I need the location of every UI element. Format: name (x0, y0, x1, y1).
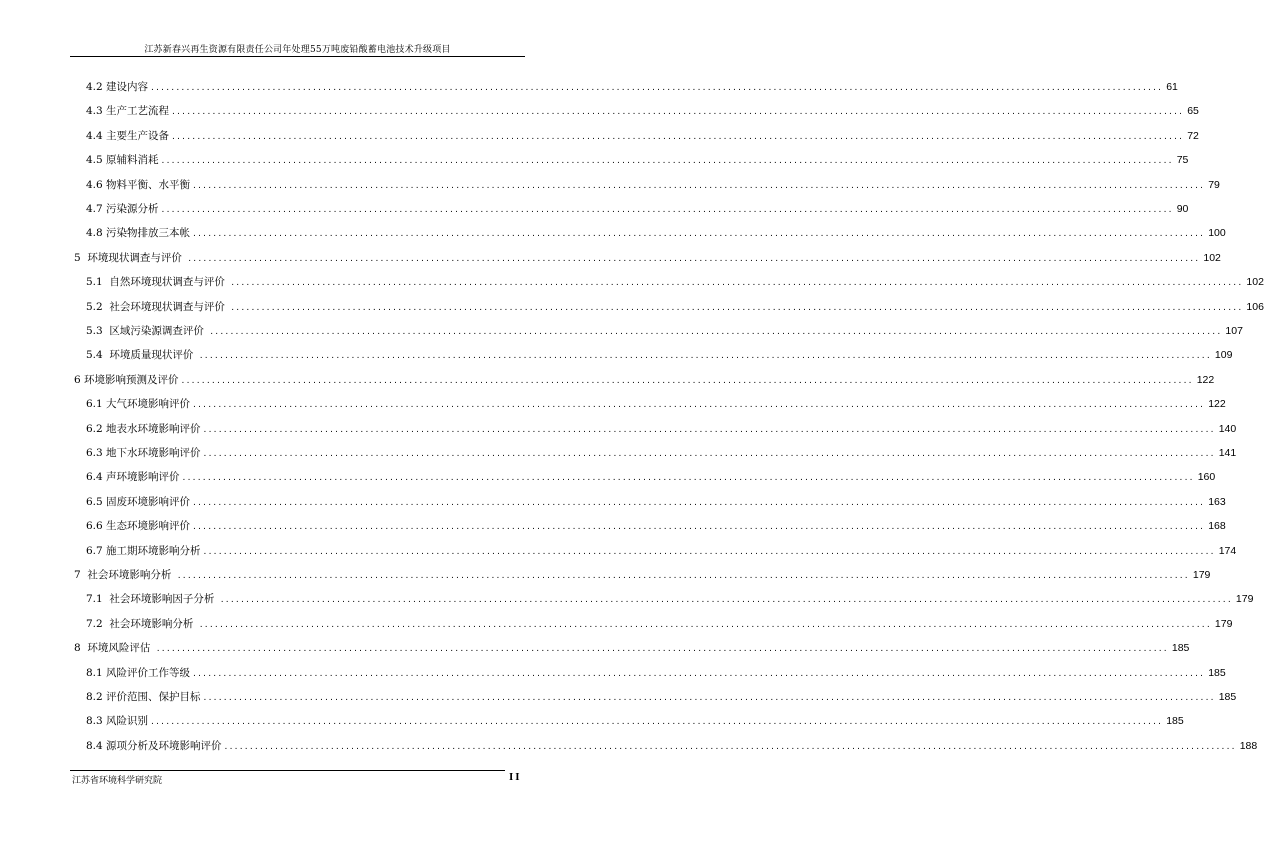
toc-entry-label: 7 社会环境影响分析 (74, 569, 175, 581)
toc-entry-page: 140 (1218, 422, 1237, 435)
toc-section-entry[interactable] (86, 299, 1264, 313)
toc-entry-label: 8.1 风险评价工作等级 (86, 666, 191, 679)
toc-entry-page: 75 (1176, 154, 1189, 167)
toc-chapter-entry[interactable] (74, 640, 1190, 655)
toc-section-entry[interactable] (86, 225, 1226, 240)
toc-section-entry[interactable] (86, 421, 1237, 435)
toc-section-entry[interactable] (86, 689, 1237, 703)
toc-dot-leader: ........................................................................................................................................................................................................ (203, 693, 1216, 703)
toc-dot-leader: ........................................................................................................................................................................................................ (199, 351, 1212, 362)
toc-entry-label: 4.5 原辅料消耗 (86, 154, 159, 167)
toc-entry-page: 100 (1208, 227, 1226, 240)
toc-section-entry[interactable] (86, 665, 1226, 679)
toc-entry-page: 168 (1208, 520, 1226, 533)
toc-entry-page: 106 (1246, 300, 1264, 313)
toc-entry-label: 8 环境风险评估 (74, 642, 154, 655)
toc-dot-leader: ........................................................................................................................................................................................................ (220, 595, 1233, 606)
toc-entry-page: 163 (1208, 495, 1226, 508)
toc-dot-leader: ........................................................................................................................................................................................................ (182, 473, 1195, 484)
toc-entry-label: 7.1 社会环境影响因子分析 (86, 593, 218, 606)
toc-dot-leader: ........................................................................................................................................................................................................ (151, 717, 1164, 728)
toc-dot-leader: ........................................................................................................................................................................................................ (203, 424, 1216, 435)
toc-entry-page: 79 (1208, 178, 1220, 191)
toc-dot-leader: ........................................................................................................................................................................................................ (161, 156, 1174, 167)
toc-section-entry[interactable] (86, 396, 1226, 411)
toc-section-entry[interactable] (86, 201, 1189, 215)
toc-section-entry[interactable] (86, 713, 1184, 728)
toc-dot-leader: ........................................................................................................................................................................................................ (188, 253, 1201, 264)
toc-entry-label: 5.3 区域污染源调查评价 (86, 325, 208, 337)
toc-dot-leader: ........................................................................................................................................................................................................ (193, 180, 1206, 191)
toc-entry-page: 72 (1187, 129, 1199, 142)
toc-section-entry[interactable] (86, 616, 1233, 630)
toc-chapter-entry[interactable] (74, 372, 1215, 386)
toc-dot-leader: ........................................................................................................................................................................................................ (199, 619, 1212, 630)
toc-section-entry[interactable] (86, 152, 1189, 167)
toc-section-entry[interactable] (86, 128, 1199, 142)
toc-entry-page: 188 (1239, 739, 1258, 752)
toc-section-entry[interactable] (86, 494, 1226, 508)
footer-organization: 江苏省环境科学研究院 (72, 776, 163, 786)
toc-entry-label: 6.6 生态环境影响评价 (86, 520, 191, 533)
toc-dot-leader: ........................................................................................................................................................................................................ (181, 375, 1194, 386)
toc-entry-label: 8.4 源项分析及环境影响评价 (86, 739, 222, 752)
toc-chapter-entry[interactable] (74, 567, 1211, 581)
toc-entry-label: 6.4 声环境影响评价 (86, 471, 180, 484)
toc-section-entry[interactable] (86, 518, 1226, 533)
toc-entry-label: 6.5 固废环境影响评价 (86, 495, 191, 508)
toc-entry-label: 8.3 风险识别 (86, 715, 149, 728)
toc-entry-label: 4.3 生产工艺流程 (86, 105, 170, 118)
toc-entry-page: 185 (1208, 666, 1226, 679)
footer-divider (70, 770, 505, 771)
toc-section-entry[interactable] (86, 323, 1243, 337)
toc-section-entry[interactable] (86, 274, 1264, 289)
toc-section-entry[interactable] (86, 177, 1220, 191)
toc-entry-label: 6.2 地表水环境影响评价 (86, 422, 201, 435)
toc-dot-leader: ........................................................................................................................................................................................................ (203, 449, 1216, 459)
toc-entry-page: 122 (1208, 398, 1226, 411)
toc-entry-label: 6.7 施工期环境影响分析 (86, 544, 201, 557)
toc-dot-leader: ........................................................................................................................................................................................................ (210, 327, 1223, 337)
toc-dot-leader: ........................................................................................................................................................................................................ (177, 571, 1190, 581)
toc-entry-page: 61 (1166, 81, 1178, 93)
toc-dot-leader: ........................................................................................................................................................................................................ (193, 400, 1206, 411)
page-header-title: 江苏新春兴再生资源有限责任公司年处理55万吨废铅酸蓄电池技术升级项目 (144, 45, 451, 55)
toc-entry-label: 4.8 污染物排放三本帐 (86, 227, 191, 240)
toc-entry-page: 90 (1176, 203, 1189, 215)
toc-dot-leader: ........................................................................................................................................................................................................ (161, 205, 1174, 215)
toc-entry-page: 160 (1197, 471, 1216, 484)
toc-chapter-entry[interactable] (74, 250, 1221, 264)
toc-entry-page: 141 (1218, 447, 1237, 459)
toc-entry-page: 102 (1246, 276, 1264, 289)
footer-page-number: II (509, 771, 522, 783)
toc-dot-leader: ........................................................................................................................................................................................................ (193, 668, 1206, 679)
toc-entry-label: 6.1 大气环境影响评价 (86, 398, 191, 411)
toc-entry-page: 65 (1187, 105, 1199, 118)
toc-section-entry[interactable] (86, 738, 1258, 752)
toc-section-entry[interactable] (86, 347, 1233, 362)
toc-entry-label: 4.6 物料平衡、水平衡 (86, 178, 191, 191)
toc-entry-page: 109 (1214, 349, 1233, 362)
toc-entry-label: 5.1 自然环境现状调查与评价 (86, 276, 229, 289)
toc-section-entry[interactable] (86, 445, 1237, 459)
toc-dot-leader: ........................................................................................................................................................................................................ (231, 302, 1244, 313)
toc-section-entry[interactable] (86, 591, 1254, 606)
toc-entry-label: 4.7 污染源分析 (86, 203, 159, 215)
toc-entry-page: 174 (1218, 544, 1237, 557)
toc-entry-page: 185 (1171, 642, 1190, 655)
toc-section-entry[interactable] (86, 469, 1216, 484)
toc-entry-label: 5.4 环境质量现状评价 (86, 349, 197, 362)
toc-entry-page: 185 (1166, 715, 1184, 728)
toc-entry-label: 5.2 社会环境现状调查与评价 (86, 300, 229, 313)
toc-entry-label: 6.3 地下水环境影响评价 (86, 447, 201, 459)
toc-entry-page: 122 (1196, 373, 1215, 386)
toc-section-entry[interactable] (86, 79, 1178, 93)
toc-entry-label: 4.2 建设内容 (86, 81, 149, 93)
toc-dot-leader: ........................................................................................................................................................................................................ (231, 278, 1244, 289)
toc-entry-page: 179 (1192, 569, 1211, 581)
toc-entry-label: 6 环境影响预测及评价 (74, 373, 179, 386)
toc-entry-page: 102 (1203, 251, 1221, 264)
toc-entry-page: 179 (1214, 617, 1233, 630)
toc-section-entry[interactable] (86, 543, 1237, 557)
toc-entry-page: 185 (1218, 691, 1237, 703)
toc-dot-leader: ........................................................................................................................................................................................................ (172, 131, 1185, 142)
toc-dot-leader: ........................................................................................................................................................................................................ (151, 83, 1164, 93)
toc-dot-leader: ........................................................................................................................................................................................................ (193, 229, 1206, 240)
toc-entry-page: 107 (1225, 325, 1243, 337)
toc-dot-leader: ........................................................................................................................................................................................................ (156, 644, 1169, 655)
toc-entry-label: 5 环境现状调查与评价 (74, 251, 186, 264)
toc-dot-leader: ........................................................................................................................................................................................................ (224, 741, 1237, 752)
toc-entry-label: 7.2 社会环境影响分析 (86, 617, 197, 630)
toc-dot-leader: ........................................................................................................................................................................................................ (193, 497, 1206, 508)
toc-section-entry[interactable] (86, 103, 1199, 118)
toc-dot-leader: ........................................................................................................................................................................................................ (203, 546, 1216, 557)
toc-dot-leader: ........................................................................................................................................................................................................ (172, 107, 1185, 118)
toc-entry-page: 179 (1235, 593, 1254, 606)
toc-entry-label: 8.2 评价范围、保护目标 (86, 691, 201, 703)
toc-entry-label: 4.4 主要生产设备 (86, 129, 170, 142)
toc-dot-leader: ........................................................................................................................................................................................................ (193, 522, 1206, 533)
